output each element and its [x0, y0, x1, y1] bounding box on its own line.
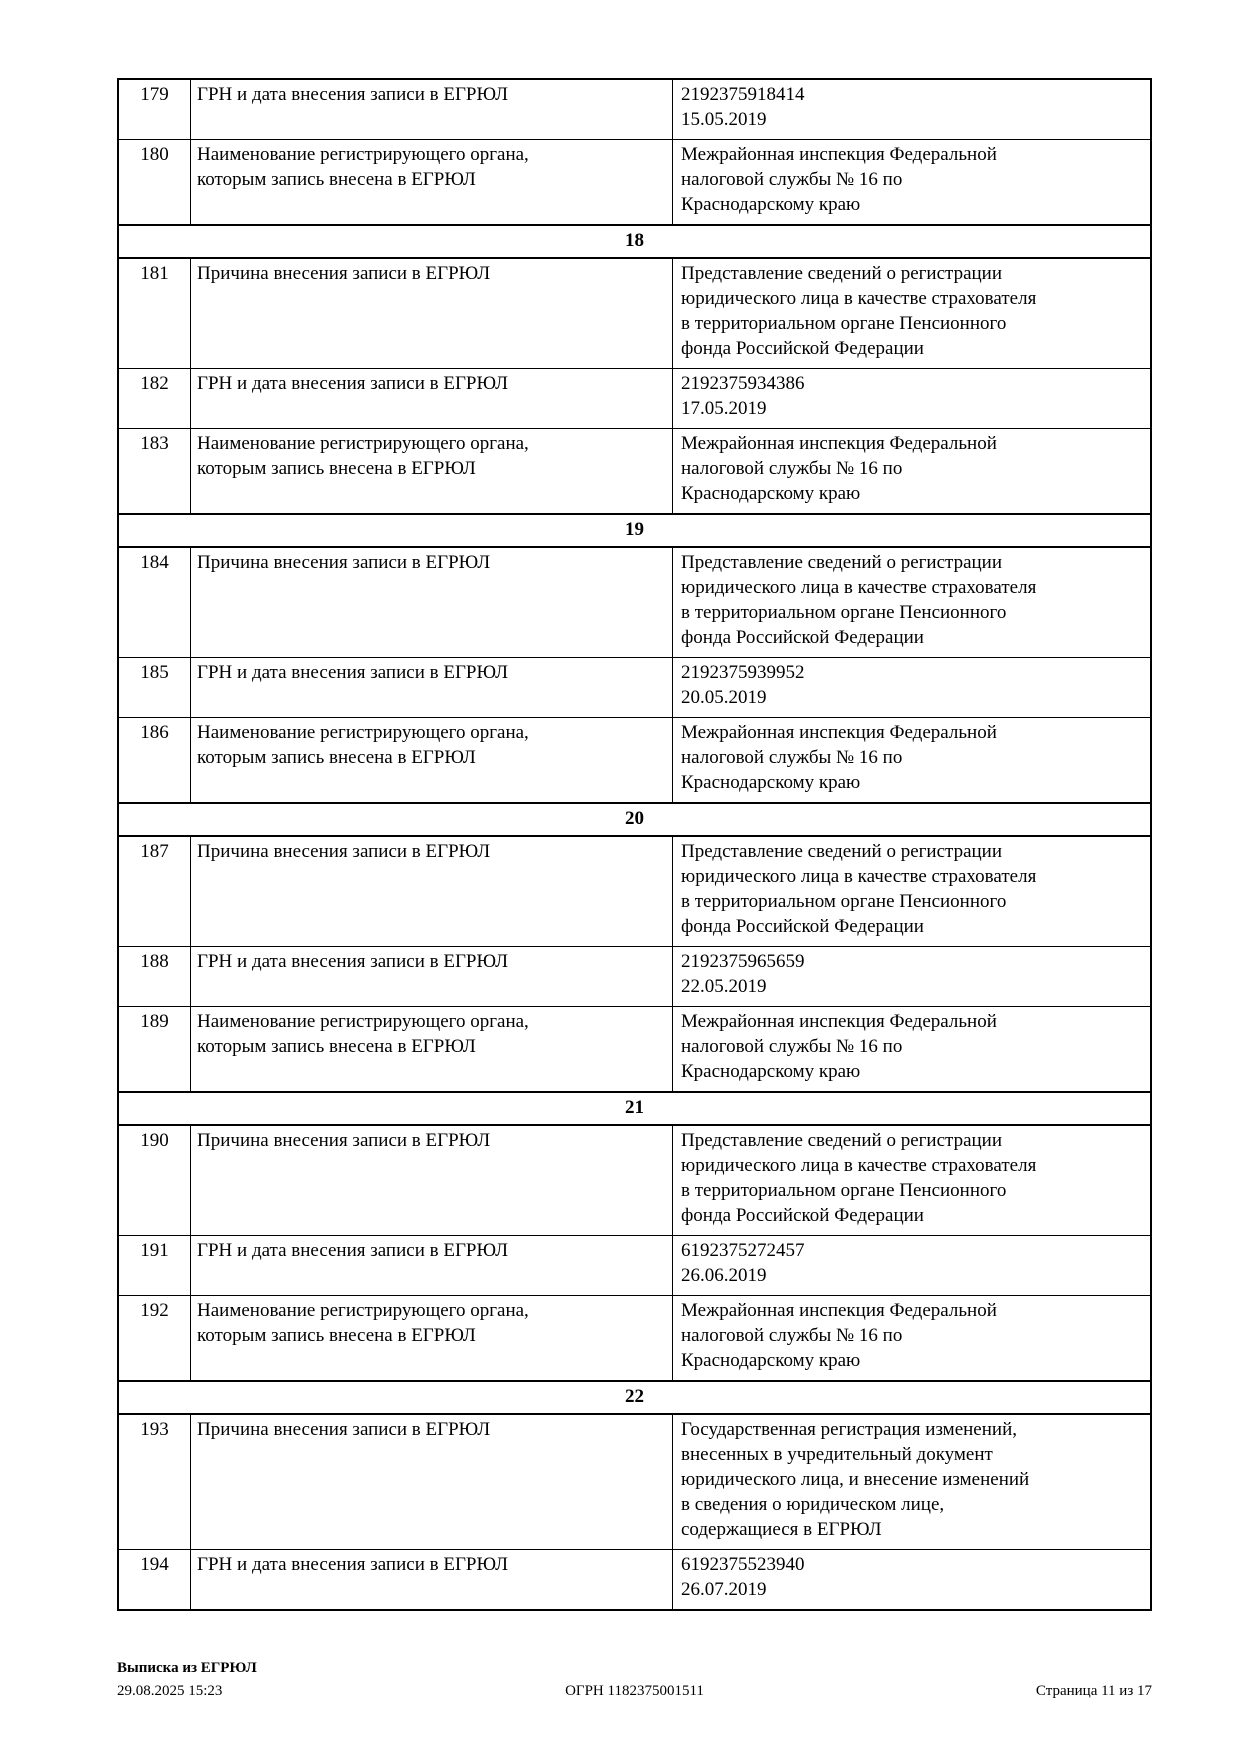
row-label — [191, 947, 673, 1006]
table-row — [119, 1415, 1150, 1549]
row-label-line: Причина внесения записи в ЕГРЮЛ — [197, 841, 491, 862]
row-value-line: Государственная регистрация изменений, — [681, 1419, 1017, 1440]
row-label — [191, 429, 673, 513]
table-row — [119, 657, 1150, 717]
row-label-line: ГРН и дата внесения записи в ЕГРЮЛ — [197, 662, 508, 683]
row-number: 187 — [119, 837, 191, 946]
table-row — [119, 428, 1150, 513]
row-label-line: ГРН и дата внесения записи в ЕГРЮЛ — [197, 1554, 508, 1575]
row-value-line: фонда Российской Федерации — [681, 916, 924, 937]
row-label — [191, 1296, 673, 1380]
row-label-line: Наименование регистрирующего органа, — [197, 1011, 529, 1032]
row-value-line: 22.05.2019 — [681, 976, 767, 997]
row-number: 193 — [119, 1415, 191, 1549]
row-value-line: 20.05.2019 — [681, 687, 767, 708]
row-label — [191, 548, 673, 657]
row-value-line: юридического лица в качестве страхователя — [681, 288, 1037, 309]
row-value-line: 2192375939952 — [681, 662, 805, 683]
row-value-line: фонда Российской Федерации — [681, 338, 924, 359]
row-number: 181 — [119, 259, 191, 368]
row-label-line: которым запись внесена в ЕГРЮЛ — [197, 169, 476, 190]
row-value — [673, 947, 1150, 1006]
row-value-line: юридического лица, и внесение изменений — [681, 1469, 1030, 1490]
row-value-line: 15.05.2019 — [681, 109, 767, 130]
row-value-line: 26.06.2019 — [681, 1265, 767, 1286]
row-value-line: Межрайонная инспекция Федеральной — [681, 1011, 997, 1032]
row-label-line: Причина внесения записи в ЕГРЮЛ — [197, 552, 491, 573]
row-value-line: налоговой службы № 16 по — [681, 1036, 903, 1057]
table-row — [119, 259, 1150, 368]
row-value-line: 6192375523940 — [681, 1554, 805, 1575]
row-label — [191, 259, 673, 368]
row-value — [673, 1415, 1150, 1549]
row-number: 183 — [119, 429, 191, 513]
row-value-line: Краснодарскому краю — [681, 1061, 861, 1082]
row-number: 189 — [119, 1007, 191, 1091]
row-value-line: фонда Российской Федерации — [681, 1205, 924, 1226]
row-value-line: 2192375965659 — [681, 951, 805, 972]
row-number: 184 — [119, 548, 191, 657]
table-row — [119, 1235, 1150, 1295]
row-value-line: Краснодарскому краю — [681, 1350, 861, 1371]
table-row — [119, 1126, 1150, 1235]
egrul-records-table — [117, 78, 1152, 1611]
row-label-line: ГРН и дата внесения записи в ЕГРЮЛ — [197, 84, 508, 105]
row-label-line: Причина внесения записи в ЕГРЮЛ — [197, 1419, 491, 1440]
row-value-line: Представление сведений о регистрации — [681, 552, 1003, 573]
row-value — [673, 369, 1150, 428]
row-value-line: Представление сведений о регистрации — [681, 1130, 1003, 1151]
row-value — [673, 1126, 1150, 1235]
row-number: 188 — [119, 947, 191, 1006]
row-label — [191, 1415, 673, 1549]
row-label-line: которым запись внесена в ЕГРЮЛ — [197, 1325, 476, 1346]
footer-datetime: 29.08.2025 15:23 — [117, 1683, 223, 1699]
row-value-line: внесенных в учредительный документ — [681, 1444, 993, 1465]
row-value — [673, 658, 1150, 717]
row-number: 190 — [119, 1126, 191, 1235]
row-label-line: Причина внесения записи в ЕГРЮЛ — [197, 1130, 491, 1151]
row-value-line: в сведения о юридическом лице, — [681, 1494, 945, 1515]
row-value-line: налоговой службы № 16 по — [681, 747, 903, 768]
section-number: 19 — [625, 519, 644, 540]
row-value — [673, 1550, 1150, 1609]
section-header-row — [119, 224, 1150, 259]
row-value-line: содержащиеся в ЕГРЮЛ — [681, 1519, 882, 1540]
row-value-line: Представление сведений о регистрации — [681, 263, 1003, 284]
footer-page-number: Страница 11 из 17 — [1035, 1683, 1152, 1699]
row-label-line: Наименование регистрирующего органа, — [197, 433, 529, 454]
row-value — [673, 718, 1150, 802]
table-row — [119, 837, 1150, 946]
row-value-line: 2192375918414 — [681, 84, 805, 105]
row-value — [673, 837, 1150, 946]
row-label — [191, 1007, 673, 1091]
row-value-line: Межрайонная инспекция Федеральной — [681, 1300, 997, 1321]
row-label-line: Наименование регистрирующего органа, — [197, 144, 529, 165]
section-number: 22 — [625, 1386, 644, 1407]
row-value-line: налоговой службы № 16 по — [681, 1325, 903, 1346]
section-header-row — [119, 802, 1150, 837]
row-label — [191, 369, 673, 428]
row-value-line: в территориальном органе Пенсионного — [681, 891, 1007, 912]
row-label — [191, 718, 673, 802]
row-value-line: юридического лица в качестве страхователя — [681, 1155, 1037, 1176]
row-value — [673, 259, 1150, 368]
row-value-line: налоговой службы № 16 по — [681, 458, 903, 479]
row-label — [191, 140, 673, 224]
row-label — [191, 1236, 673, 1295]
table-row — [119, 1295, 1150, 1380]
row-value-line: 2192375934386 — [681, 373, 805, 394]
section-header-row — [119, 1380, 1150, 1415]
row-value — [673, 548, 1150, 657]
row-value-line: Краснодарскому краю — [681, 772, 861, 793]
row-number: 180 — [119, 140, 191, 224]
row-value — [673, 80, 1150, 139]
row-number: 179 — [119, 80, 191, 139]
row-value-line: юридического лица в качестве страхователя — [681, 577, 1037, 598]
page-footer — [117, 1657, 1152, 1707]
row-label — [191, 1126, 673, 1235]
row-value — [673, 1007, 1150, 1091]
row-number: 186 — [119, 718, 191, 802]
row-value-line: в территориальном органе Пенсионного — [681, 1180, 1007, 1201]
row-value — [673, 140, 1150, 224]
table-row — [119, 946, 1150, 1006]
row-label — [191, 1550, 673, 1609]
section-number: 21 — [625, 1097, 644, 1118]
section-header-row — [119, 513, 1150, 548]
row-label-line: Причина внесения записи в ЕГРЮЛ — [197, 263, 491, 284]
row-label-line: Наименование регистрирующего органа, — [197, 1300, 529, 1321]
row-label — [191, 658, 673, 717]
row-value-line: Краснодарскому краю — [681, 483, 861, 504]
row-value-line: в территориальном органе Пенсионного — [681, 313, 1007, 334]
section-number: 20 — [625, 808, 644, 829]
row-number: 191 — [119, 1236, 191, 1295]
row-label — [191, 80, 673, 139]
row-value-line: налоговой службы № 16 по — [681, 169, 903, 190]
table-row — [119, 139, 1150, 224]
row-label-line: которым запись внесена в ЕГРЮЛ — [197, 458, 476, 479]
row-value-line: 26.07.2019 — [681, 1579, 767, 1600]
row-number: 192 — [119, 1296, 191, 1380]
table-row — [119, 548, 1150, 657]
row-number: 182 — [119, 369, 191, 428]
row-value-line: Краснодарскому краю — [681, 194, 861, 215]
row-label-line: ГРН и дата внесения записи в ЕГРЮЛ — [197, 373, 508, 394]
row-label-line: которым запись внесена в ЕГРЮЛ — [197, 747, 476, 768]
table-row — [119, 80, 1150, 139]
row-value-line: юридического лица в качестве страхователя — [681, 866, 1037, 887]
section-number: 18 — [625, 230, 644, 251]
section-header-row — [119, 1091, 1150, 1126]
row-value — [673, 1236, 1150, 1295]
row-value-line: 6192375272457 — [681, 1240, 805, 1261]
row-value-line: 17.05.2019 — [681, 398, 767, 419]
row-number: 194 — [119, 1550, 191, 1609]
row-label-line: Наименование регистрирующего органа, — [197, 722, 529, 743]
table-row — [119, 368, 1150, 428]
table-row — [119, 1549, 1150, 1609]
document-title: Выписка из ЕГРЮЛ — [117, 1660, 257, 1676]
row-value-line: Межрайонная инспекция Федеральной — [681, 722, 997, 743]
row-value — [673, 1296, 1150, 1380]
row-label-line: ГРН и дата внесения записи в ЕГРЮЛ — [197, 1240, 508, 1261]
row-value-line: Межрайонная инспекция Федеральной — [681, 433, 997, 454]
row-value-line: фонда Российской Федерации — [681, 627, 924, 648]
row-value-line: в территориальном органе Пенсионного — [681, 602, 1007, 623]
row-number: 185 — [119, 658, 191, 717]
row-value-line: Межрайонная инспекция Федеральной — [681, 144, 997, 165]
footer-ogrn: ОГРН 1182375001511 — [565, 1683, 704, 1699]
row-value — [673, 429, 1150, 513]
row-value-line: Представление сведений о регистрации — [681, 841, 1003, 862]
row-label-line: ГРН и дата внесения записи в ЕГРЮЛ — [197, 951, 508, 972]
table-row — [119, 717, 1150, 802]
row-label-line: которым запись внесена в ЕГРЮЛ — [197, 1036, 476, 1057]
table-row — [119, 1006, 1150, 1091]
row-label — [191, 837, 673, 946]
